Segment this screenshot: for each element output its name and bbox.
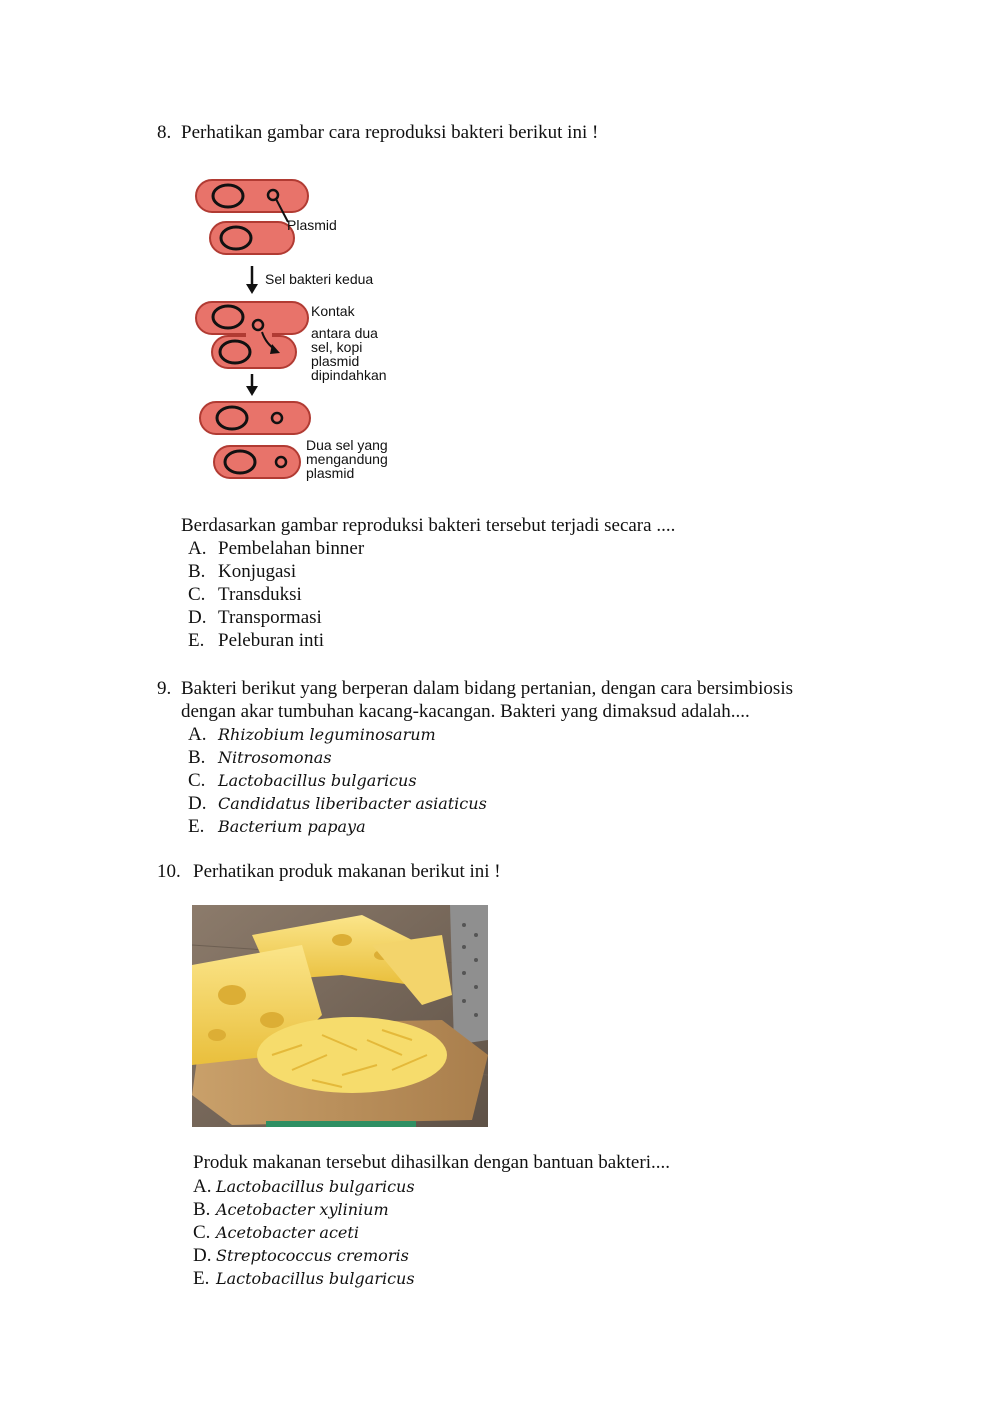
contact-label-2: antara dua xyxy=(311,325,378,341)
contact-label-4: plasmid xyxy=(311,353,360,369)
result-label-1: Dua sel yang xyxy=(306,437,388,453)
question-8 xyxy=(157,121,598,144)
question-number: 10. xyxy=(157,861,181,882)
plasmid-label: Plasmid xyxy=(287,217,337,233)
answer-option[interactable]: B. Acetobacter xylinium xyxy=(193,1199,389,1220)
conjugation-diagram xyxy=(190,172,430,487)
second-cell-label: Sel bakteri kedua xyxy=(265,271,374,287)
question-stem-line1: Bakteri berikut yang berperan dalam bidang pertanian, dengan cara bersimbiosis xyxy=(181,678,793,699)
answer-option[interactable]: E. Peleburan inti xyxy=(188,630,325,651)
result-label-2: mengandung xyxy=(306,451,388,467)
answer-option[interactable]: D. Candidatus liberibacter asiaticus xyxy=(188,793,487,814)
contact-label-3: sel, kopi xyxy=(311,339,363,355)
question-9 xyxy=(157,677,793,723)
question-number: 9. xyxy=(157,678,172,699)
answer-option[interactable]: B. Konjugasi xyxy=(188,561,297,582)
question-lead: Produk makanan tersebut dihasilkan dengan bantuan bakteri.... xyxy=(193,1152,670,1173)
answer-options xyxy=(188,723,487,838)
answer-options xyxy=(193,1175,415,1290)
question-lead: Berdasarkan gambar reproduksi bakteri tersebut terjadi secara .... xyxy=(181,515,676,536)
answer-option[interactable]: A. Rhizobium leguminosarum xyxy=(188,724,436,745)
answer-option[interactable]: D. Streptococcus cremoris xyxy=(193,1245,409,1266)
answer-options xyxy=(188,537,364,652)
conjugation-bridge xyxy=(246,322,272,344)
question-stem: Perhatikan gambar cara reproduksi bakteri berikut ini ! xyxy=(181,122,599,143)
result-label-3: plasmid xyxy=(306,465,355,481)
answer-option[interactable]: C. Acetobacter aceti xyxy=(193,1222,359,1243)
arrow-down-icon xyxy=(246,386,258,396)
question-number: 8. xyxy=(157,122,172,143)
answer-option[interactable]: E. Lactobacillus bulgaricus xyxy=(193,1268,415,1289)
question-10 xyxy=(157,860,501,883)
answer-option[interactable]: B. Nitrosomonas xyxy=(188,747,332,768)
contact-label-1: Kontak xyxy=(311,303,355,319)
contact-label-5: dipindahkan xyxy=(311,367,387,383)
answer-option[interactable]: D. Transpormasi xyxy=(188,607,322,628)
arrow-down-icon xyxy=(246,284,258,294)
answer-option[interactable]: A. Pembelahan binner xyxy=(188,538,365,559)
answer-option[interactable]: A. Lactobacillus bulgaricus xyxy=(193,1176,415,1197)
answer-option[interactable]: C. Lactobacillus bulgaricus xyxy=(188,770,417,791)
cheese-photo xyxy=(192,905,488,1127)
question-stem-line2: dengan akar tumbuhan kacang-kacangan. Bakteri yang dimaksud adalah.... xyxy=(181,701,750,722)
answer-option[interactable]: C. Transduksi xyxy=(188,584,302,605)
answer-option[interactable]: E. Bacterium papaya xyxy=(188,816,366,837)
question-stem: Perhatikan produk makanan berikut ini ! xyxy=(193,861,501,882)
